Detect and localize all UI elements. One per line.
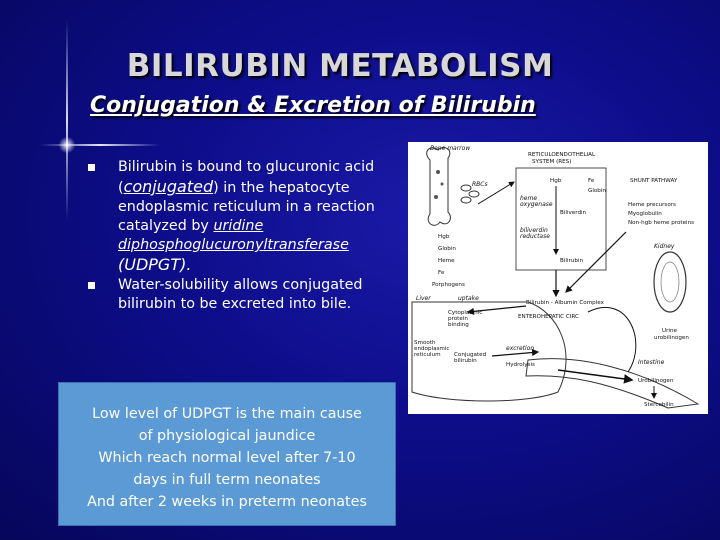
slide-subtitle: Conjugation & Excretion of Bilirubin	[90, 93, 536, 118]
bullet-2-line-2: bilirubin to be excreted into bile.	[118, 296, 352, 312]
label-shunt: SHUNT PATHWAY	[630, 178, 678, 184]
enzyme-abbreviation: (UDPGT).	[118, 255, 192, 274]
label-conjugated-2: bilirubin	[454, 358, 477, 364]
shunt-item-2: Myoglobulin	[628, 211, 662, 217]
label-bilirubin: Bilirubin	[560, 258, 583, 264]
label-urine-2: urobilinogen	[654, 335, 689, 341]
label-complex: Bilirubin - Albumin Complex	[526, 300, 604, 306]
label-biliverdin: Biliverdin	[560, 210, 587, 216]
label-stercobilin: Stercobilin	[644, 402, 674, 408]
bullet-1-line-2: (conjugated) in the hepatocyte	[118, 177, 350, 196]
label-heme-oxygenase-2: oxygenase	[520, 201, 553, 208]
bullet-1-line-3: endoplasmic reticulum in a reaction	[118, 199, 375, 215]
label-conjugated-1: Conjugated	[454, 352, 487, 358]
label-kidney: Kidney	[654, 243, 675, 250]
enzyme-name-part-2: diphosphoglucuronyltransferase	[118, 237, 349, 253]
bone-shape	[427, 148, 451, 226]
callout-line-5: And after 2 weeks in preterm neonates	[87, 494, 367, 510]
callout-box	[58, 382, 396, 526]
label-cytoplasmic-3: binding	[448, 322, 469, 328]
bullet-marker	[88, 164, 95, 171]
label-urobilinogen: Urobilinogen	[638, 378, 674, 384]
label-fe-left: Fe	[438, 270, 445, 276]
bullet-excretion	[88, 276, 398, 314]
label-urine-1: Urine	[662, 328, 677, 334]
label-hgb: Hgb	[550, 178, 562, 184]
label-res-1: RETICULOENDOTHELIAL	[528, 152, 596, 158]
bullet-marker	[88, 282, 95, 289]
label-porphogens: Porphogens	[432, 282, 465, 288]
slide-title: BILIRUBIN METABOLISM	[126, 48, 554, 84]
label-heme-left: Heme	[438, 258, 455, 264]
pathway-svg	[408, 142, 708, 414]
enzyme-name-part-1: uridine	[213, 218, 264, 234]
label-bone-marrow: Bone marrow	[430, 145, 471, 152]
label-intestine: Intestine	[638, 359, 665, 366]
callout-line-4: days in full term neonates	[133, 472, 321, 488]
label-globin-left: Globin	[438, 246, 456, 252]
shunt-item-3: Non-hgb heme proteins	[628, 220, 695, 226]
label-res-2: SYSTEM (RES)	[532, 159, 572, 165]
label-heme-oxygenase-1: heme	[520, 195, 538, 202]
label-excretion: excretion	[506, 345, 535, 352]
label-enterohepatic: ENTEROHEPATIC CIRC	[518, 314, 579, 320]
label-smooth-3: reticulum	[414, 352, 441, 358]
bullet-list	[88, 158, 398, 316]
bullet-conjugation	[88, 158, 398, 274]
bilirubin-pathway-diagram	[408, 142, 708, 414]
label-reductase-2: reductase	[520, 233, 550, 240]
label-uptake: uptake	[458, 295, 479, 302]
lens-flare-center	[58, 137, 76, 153]
label-reductase-1: biliverdin	[520, 227, 548, 234]
bullet-2-line-1: Water-solubility allows conjugated	[118, 277, 363, 293]
label-smooth-1: Smooth	[414, 340, 436, 346]
bullet-1-line-1: Bilirubin is bound to glucuronic acid	[118, 159, 375, 175]
label-rbcs: RBCs	[472, 181, 488, 188]
callout-line-2: of physiological jaundice	[138, 428, 316, 444]
callout-line-1: Low level of UDPGT is the main cause	[92, 406, 362, 422]
label-hydrolysis: Hydrolysis	[506, 362, 535, 368]
label-smooth-2: endoplasmic	[414, 346, 450, 352]
label-liver: Liver	[416, 295, 431, 302]
callout-line-3: Which reach normal level after 7-10	[98, 450, 356, 466]
shunt-item-1: Heme precursors	[628, 202, 676, 208]
label-cytoplasmic-2: protein	[448, 316, 468, 322]
label-globin: Globin	[588, 188, 606, 194]
label-fe: Fe	[588, 178, 595, 184]
bullet-1-line-4: catalyzed by uridine	[118, 218, 264, 234]
conjugated-term: conjugated	[123, 177, 214, 196]
label-cytoplasmic-1: Cytoplasmic	[448, 310, 483, 316]
label-hgb-left: Hgb	[438, 234, 450, 240]
